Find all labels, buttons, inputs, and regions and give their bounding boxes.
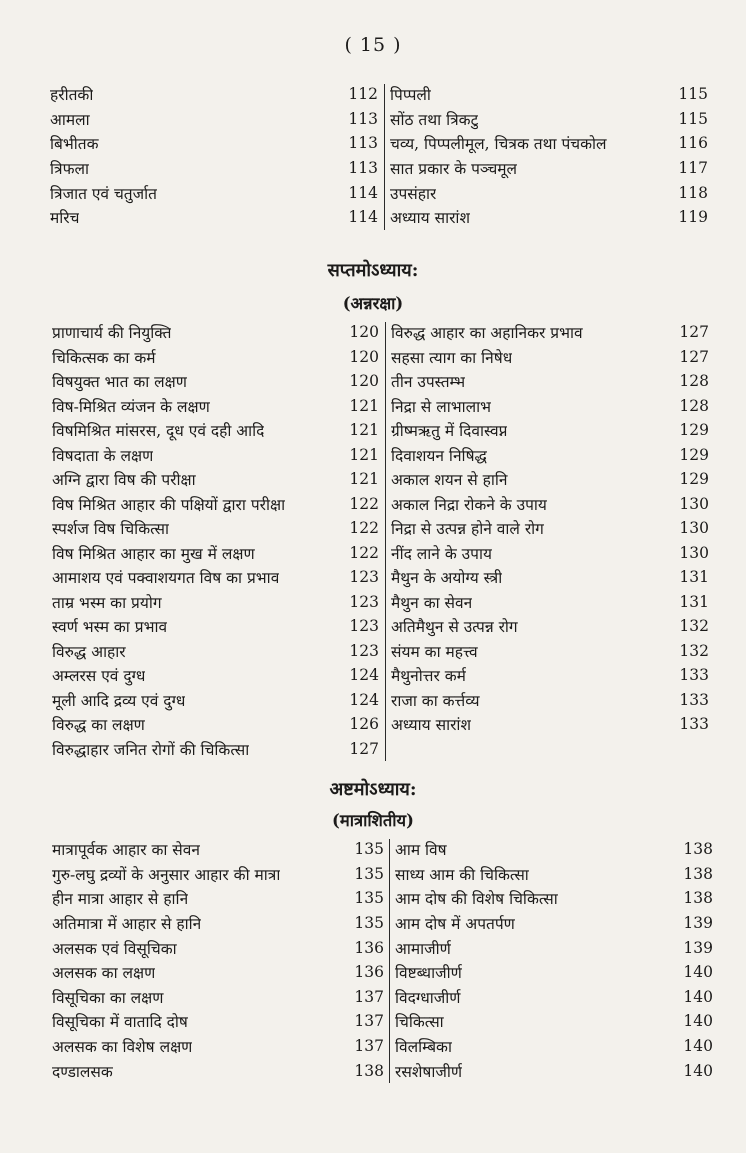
toc-entry <box>52 911 384 936</box>
toc-entry <box>52 614 379 639</box>
toc-entry <box>52 467 379 492</box>
toc-entry <box>52 663 379 688</box>
toc-entry-page: 135 <box>354 840 384 859</box>
toc-entry <box>391 590 709 615</box>
toc-entry-title: विलम्बिका <box>395 1038 452 1057</box>
toc-entry <box>390 180 708 205</box>
toc-entry-page: 115 <box>678 85 708 104</box>
toc-entry-page: 129 <box>679 445 709 464</box>
chapter-8-heading: अष्टमोऽध्याय: <box>329 779 417 800</box>
toc-entry <box>391 614 709 639</box>
toc-entry <box>52 737 379 762</box>
toc-entry-title: आम विष <box>395 841 447 860</box>
toc-entry-title: विरुद्ध का लक्षण <box>52 716 145 735</box>
toc-entry <box>52 837 384 862</box>
toc-entry <box>391 418 709 443</box>
toc-entry-page: 136 <box>354 963 384 982</box>
toc-entry-page: 133 <box>679 690 709 709</box>
toc-entry-title: सहसा त्याग का निषेध <box>391 348 513 367</box>
toc-entry-page: 140 <box>683 963 713 982</box>
toc-entry-title: दण्डालसक <box>52 1062 113 1081</box>
toc-entry-title: अध्याय सारांश <box>390 209 470 228</box>
toc-entry <box>52 443 379 468</box>
toc-entry-page: 122 <box>349 543 379 562</box>
toc-entry <box>391 369 709 394</box>
toc-entry-page: 127 <box>679 347 709 366</box>
toc-entry-title: मैथुनोत्तर कर्म <box>391 667 466 686</box>
toc-entry-page: 132 <box>679 641 709 660</box>
toc-entry <box>52 394 379 419</box>
toc-entry-title: विष्टब्धाजीर्ण <box>395 964 462 983</box>
toc-entry-title: मैथुन के अयोग्य स्त्री <box>391 569 503 588</box>
toc-entry-title: विरुद्ध आहार <box>52 642 126 661</box>
toc-entry-title: साध्य आम की चिकित्सा <box>395 865 529 884</box>
toc-entry-page: 138 <box>354 1061 384 1080</box>
toc-entry-page: 135 <box>354 914 384 933</box>
toc-entry <box>391 345 709 370</box>
toc-entry-title: अलसक का विशेष लक्षण <box>52 1038 193 1057</box>
toc-entry-page: 118 <box>678 183 708 202</box>
toc-entry-title: विषमिश्रित मांसरस, दूध एवं दही आदि <box>52 422 265 441</box>
toc-entry-page: 123 <box>349 641 379 660</box>
toc-entry-page: 123 <box>349 592 379 611</box>
toc-entry-title: अतिमैथुन से उत्पन्न रोग <box>391 618 518 637</box>
toc-entry-title: अतिमात्रा में आहार से हानि <box>52 915 202 934</box>
toc-entry-page: 137 <box>354 987 384 1006</box>
toc-entry <box>395 886 713 911</box>
toc-entry-page: 120 <box>349 372 379 391</box>
toc-entry-title: आमला <box>50 110 90 129</box>
chapter-7-subheading: (अन्नरक्षा) <box>342 294 404 313</box>
toc-entry-title: पिप्पली <box>390 86 431 105</box>
toc-entry-page: 124 <box>349 666 379 685</box>
toc-entry-page: 120 <box>349 323 379 342</box>
toc-entry <box>52 345 379 370</box>
toc-entry-title: ताम्र भस्म का प्रयोग <box>52 593 162 612</box>
toc-entry-page: 123 <box>349 617 379 636</box>
toc-entry-title: अध्याय सारांश <box>391 716 471 735</box>
toc-entry-title: अलसक का लक्षण <box>52 964 156 983</box>
toc-entry-title: अम्लरस एवं दुग्ध <box>52 667 146 686</box>
toc-entry <box>52 516 379 541</box>
toc-entry-page: 124 <box>349 690 379 709</box>
toc-entry <box>390 156 708 181</box>
toc-entry-title: बिभीतक <box>50 135 99 154</box>
toc-entry <box>391 516 709 541</box>
toc-entry <box>52 886 384 911</box>
toc-entry-page: 122 <box>349 494 379 513</box>
toc-entry <box>52 369 379 394</box>
toc-entry <box>52 492 379 517</box>
toc-entry-title: अकाल निद्रा रोकने के उपाय <box>391 495 547 514</box>
toc-entry-page: 135 <box>354 864 384 883</box>
toc-entry-page: 140 <box>683 1012 713 1031</box>
toc-entry-page: 138 <box>683 889 713 908</box>
toc-entry-title: विरुद्धाहार जनित रोगों की चिकित्सा <box>52 740 250 759</box>
toc-entry <box>391 320 709 345</box>
toc-entry-page: 140 <box>683 1061 713 1080</box>
toc-entry-page: 123 <box>349 568 379 587</box>
toc-entry <box>52 541 379 566</box>
toc-entry-page: 121 <box>349 396 379 415</box>
chapter-8-subheading: (मात्राशितीय) <box>332 811 414 830</box>
toc-entry <box>52 1058 384 1083</box>
toc-entry <box>391 492 709 517</box>
toc-entry-title: तीन उपस्तम्भ <box>391 373 466 392</box>
toc-entry-title: मात्रापूर्वक आहार का सेवन <box>52 841 201 860</box>
chapter-7-heading: सप्तमोऽध्याय: <box>327 260 419 281</box>
toc-entry-page: 133 <box>679 715 709 734</box>
toc-entry-page: 129 <box>679 421 709 440</box>
toc-entry-page: 122 <box>349 519 379 538</box>
toc-entry <box>52 985 384 1010</box>
toc-entry <box>50 205 378 230</box>
toc-entry <box>395 1058 713 1083</box>
toc-entry-page: 137 <box>354 1012 384 1031</box>
toc-entry-page: 113 <box>348 159 378 178</box>
toc-entry <box>390 107 708 132</box>
toc-entry-title: अलसक एवं विसूचिका <box>52 939 177 958</box>
toc-entry <box>391 565 709 590</box>
toc-entry-title: गुरु-लघु द्रव्यों के अनुसार आहार की मात्रा <box>52 865 281 884</box>
toc-entry <box>391 712 709 737</box>
toc-entry-page: 140 <box>683 987 713 1006</box>
toc-entry-page: 130 <box>679 519 709 538</box>
toc-entry-page: 113 <box>348 109 378 128</box>
toc-entry-title: मूली आदि द्रव्य एवं दुग्ध <box>52 691 186 710</box>
toc-entry-page: 127 <box>679 323 709 342</box>
toc-entry-page: 139 <box>683 938 713 957</box>
toc-entry <box>50 180 378 205</box>
toc-entry <box>52 1009 384 1034</box>
toc-entry-page: 128 <box>679 396 709 415</box>
toc-entry-title: दिवाशयन निषिद्ध <box>391 446 487 465</box>
toc-entry-page: 117 <box>678 159 708 178</box>
toc-entry <box>52 320 379 345</box>
toc-entry <box>390 82 708 107</box>
toc-entry-title: निद्रा से उत्पन्न होने वाले रोग <box>391 520 544 539</box>
toc-entry-page: 132 <box>679 617 709 636</box>
toc-entry-page: 116 <box>678 134 708 153</box>
toc-entry-title: सात प्रकार के पञ्चमूल <box>390 160 518 179</box>
toc-entry-title: अग्नि द्वारा विष की परीक्षा <box>52 471 196 490</box>
toc-entry <box>50 156 378 181</box>
toc-entry-title: आमाजीर्ण <box>395 939 451 958</box>
toc-entry-title: मैथुन का सेवन <box>391 593 473 612</box>
toc-entry-title: आमाशय एवं पक्वाशयगत विष का प्रभाव <box>52 569 280 588</box>
toc-entry-page: 128 <box>679 372 709 391</box>
toc-entry-title: विसूचिका का लक्षण <box>52 988 164 1007</box>
toc-entry <box>395 960 713 985</box>
toc-entry-title: अकाल शयन से हानि <box>391 471 508 490</box>
page-number: ( 15 ) <box>344 34 402 56</box>
toc-entry-page: 114 <box>348 208 378 227</box>
toc-entry-title: मरिच <box>50 209 80 228</box>
toc-entry <box>52 688 379 713</box>
column-divider <box>385 322 386 761</box>
toc-entry-page: 136 <box>354 938 384 957</box>
toc-entry <box>391 639 709 664</box>
toc-entry-page: 138 <box>683 864 713 883</box>
toc-entry-title: उपसंहार <box>390 184 437 203</box>
toc-entry <box>391 467 709 492</box>
toc-entry-page: 129 <box>679 470 709 489</box>
toc-entry <box>52 862 384 887</box>
toc-entry-title: विरुद्ध आहार का अहानिकर प्रभाव <box>391 324 583 343</box>
toc-entry-page: 120 <box>349 347 379 366</box>
toc-entry <box>52 565 379 590</box>
toc-entry <box>395 1034 713 1059</box>
toc-entry-page: 112 <box>348 85 378 104</box>
toc-entry <box>52 1034 384 1059</box>
toc-entry <box>50 82 378 107</box>
toc-entry-title: विष मिश्रित आहार की पक्षियों द्वारा परीक्षा <box>52 495 286 514</box>
toc-entry-page: 135 <box>354 889 384 908</box>
column-divider <box>384 84 385 230</box>
toc-entry-title: चिकित्सक का कर्म <box>52 348 156 367</box>
toc-entry-title: आम दोष में अपतर्पण <box>395 915 515 934</box>
toc-entry-title: चिकित्सा <box>395 1013 444 1032</box>
toc-entry <box>391 394 709 419</box>
toc-entry <box>395 1009 713 1034</box>
toc-entry <box>395 985 713 1010</box>
toc-entry-page: 133 <box>679 666 709 685</box>
toc-entry-title: राजा का कर्त्तव्य <box>391 691 480 710</box>
toc-entry-page: 121 <box>349 421 379 440</box>
toc-entry <box>395 837 713 862</box>
toc-entry <box>391 663 709 688</box>
toc-entry-title: त्रिफला <box>50 160 90 179</box>
toc-entry-title: त्रिजात एवं चतुर्जात <box>50 184 157 203</box>
toc-entry <box>52 639 379 664</box>
toc-entry <box>395 862 713 887</box>
toc-entry-title: हीन मात्रा आहार से हानि <box>52 890 189 909</box>
toc-entry-page: 137 <box>354 1037 384 1056</box>
toc-entry-title: चव्य, पिप्पलीमूल, चित्रक तथा पंचकोल <box>390 135 607 154</box>
toc-entry-page: 113 <box>348 134 378 153</box>
toc-entry-title: आम दोष की विशेष चिकित्सा <box>395 890 558 909</box>
toc-entry-page: 140 <box>683 1037 713 1056</box>
toc-entry <box>390 205 708 230</box>
toc-entry-title: संयम का महत्त्व <box>391 642 478 661</box>
toc-entry-page: 115 <box>678 109 708 128</box>
toc-entry-page: 121 <box>349 470 379 489</box>
toc-entry-title: विषदाता के लक्षण <box>52 446 154 465</box>
toc-entry <box>391 688 709 713</box>
toc-entry-title: विदग्धाजीर्ण <box>395 988 461 1007</box>
toc-entry <box>52 418 379 443</box>
toc-entry <box>50 107 378 132</box>
toc-entry <box>395 911 713 936</box>
toc-entry-title: विषयुक्त भात का लक्षण <box>52 373 187 392</box>
toc-entry-page: 119 <box>678 208 708 227</box>
toc-entry <box>52 960 384 985</box>
toc-entry-page: 139 <box>683 914 713 933</box>
toc-entry <box>52 590 379 615</box>
toc-entry-page: 131 <box>679 592 709 611</box>
toc-entry-page: 126 <box>349 715 379 734</box>
toc-entry-page: 131 <box>679 568 709 587</box>
toc-entry-title: निद्रा से लाभालाभ <box>391 397 492 416</box>
toc-entry-title: स्वर्ण भस्म का प्रभाव <box>52 618 168 637</box>
toc-entry-title: विसूचिका में वातादि दोष <box>52 1013 188 1032</box>
toc-entry <box>390 131 708 156</box>
toc-entry-title: स्पर्शज विष चिकित्सा <box>52 520 170 539</box>
toc-entry-title: विष-मिश्रित व्यंजन के लक्षण <box>52 397 210 416</box>
toc-entry <box>391 541 709 566</box>
toc-entry-title: नींद लाने के उपाय <box>391 544 492 563</box>
toc-entry-page: 130 <box>679 494 709 513</box>
toc-entry <box>52 712 379 737</box>
toc-entry-title: विष मिश्रित आहार का मुख में लक्षण <box>52 544 255 563</box>
toc-entry-page: 127 <box>349 739 379 758</box>
toc-entry-page: 138 <box>683 840 713 859</box>
toc-entry-page: 121 <box>349 445 379 464</box>
toc-entry-page: 130 <box>679 543 709 562</box>
column-divider <box>389 839 390 1083</box>
toc-entry <box>395 935 713 960</box>
toc-entry-page: 114 <box>348 183 378 202</box>
toc-entry-title: सोंठ तथा त्रिकटु <box>390 110 479 129</box>
toc-entry-title: ग्रीष्मऋतु में दिवास्वप्न <box>391 422 508 441</box>
toc-entry-title: रसशेषाजीर्ण <box>395 1062 463 1081</box>
toc-entry-title: हरीतकी <box>50 86 94 105</box>
toc-entry-title: प्राणाचार्य की नियुक्ति <box>52 324 172 343</box>
toc-entry <box>52 935 384 960</box>
toc-entry <box>391 443 709 468</box>
toc-entry <box>50 131 378 156</box>
